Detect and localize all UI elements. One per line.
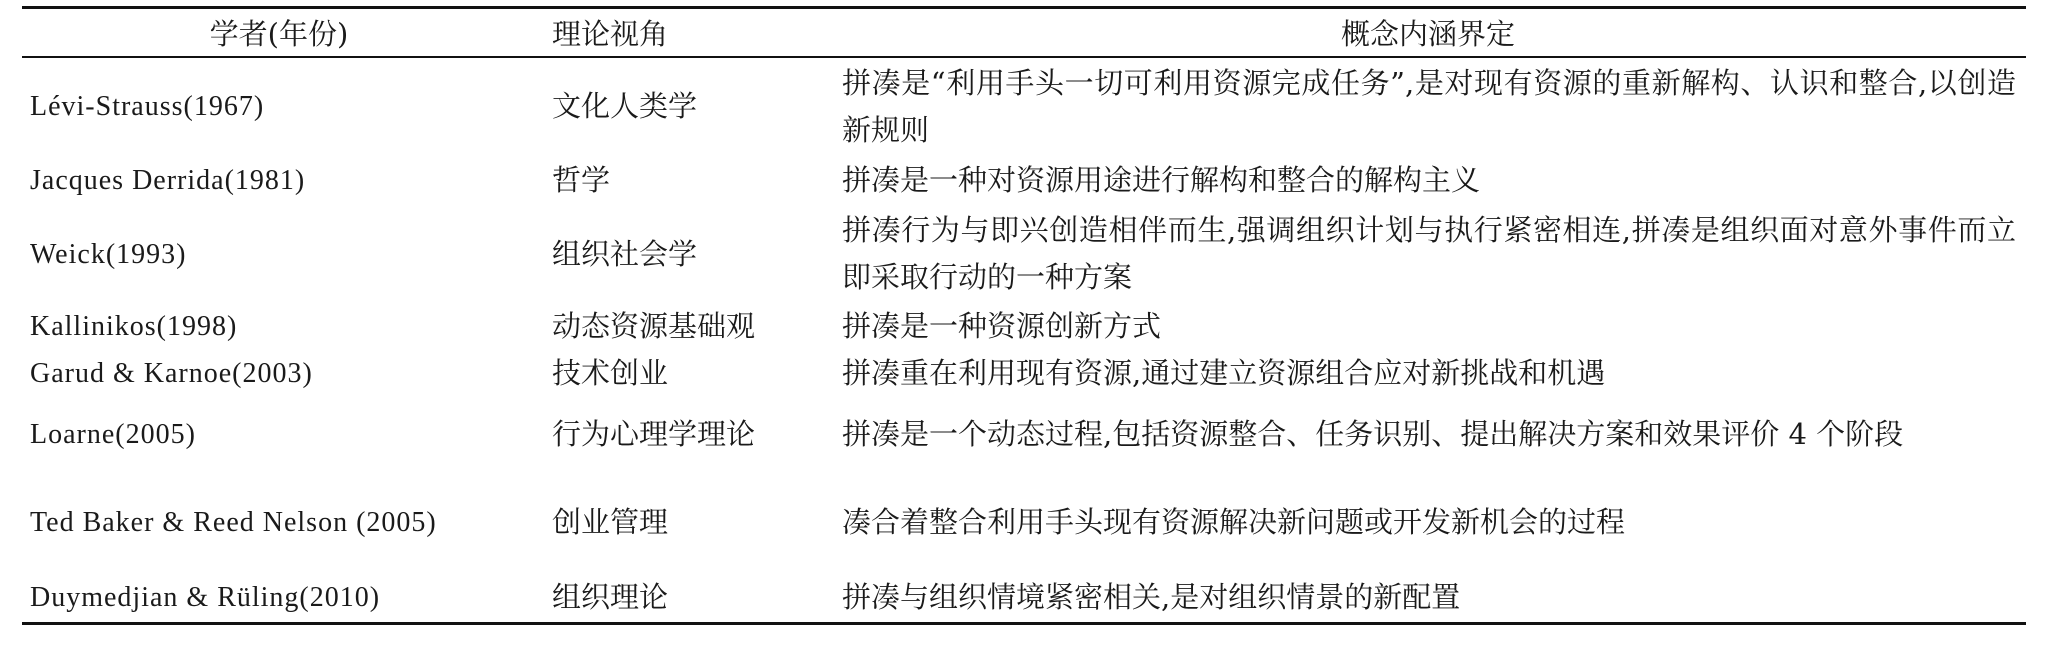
bricolage-definition-table (22, 6, 2026, 625)
table-row (22, 155, 2026, 205)
table-row (22, 205, 2026, 303)
scholar-cell: Garud & Karnoe(2003) (30, 358, 313, 389)
table-row (22, 573, 2026, 623)
definition-cell: 凑合着整合利用手头现有资源解决新问题或开发新机会的过程 (842, 504, 1626, 539)
header-definition: 概念内涵界定 (830, 8, 2026, 58)
perspective-cell: 行为心理学理论 (552, 416, 756, 451)
scholar-cell: Ted Baker & Reed Nelson (2005) (30, 506, 437, 538)
definition-cell: 拼凑是一种对资源用途进行解构和整合的解构主义 (842, 162, 1481, 197)
table-row (22, 397, 2026, 471)
definition-cell: 拼凑重在利用现有资源,通过建立资源组合应对新挑战和机遇 (842, 356, 1606, 390)
definition-cell: 拼凑与组织情境紧密相关,是对组织情景的新配置 (830, 573, 2026, 623)
definition-cell: 拼凑是一种资源创新方式 (842, 309, 1162, 343)
table-row (22, 303, 2026, 350)
perspective-cell: 文化人类学 (552, 89, 698, 123)
literature-table-container (22, 6, 2026, 625)
scholar-cell: Lévi-Strauss(1967) (30, 91, 265, 122)
perspective-cell: 创业管理 (552, 504, 669, 539)
perspective-cell: 技术创业 (552, 356, 669, 390)
scholar-cell: Weick(1993) (30, 238, 187, 270)
table-header-row (22, 8, 2026, 58)
definition-cell: 拼凑是一个动态过程,包括资源整合、任务识别、提出解决方案和效果评价 4 个阶段 (842, 416, 1904, 451)
perspective-cell: 哲学 (552, 162, 611, 197)
definition-cell: 拼凑行为与即兴创造相伴而生,强调组织计划与执行紧密相连,拼凑是组织面对意外事件而立即采取行动的一种方案 (842, 213, 2016, 294)
table-row (22, 57, 2026, 155)
perspective-cell: 动态资源基础观 (552, 309, 756, 343)
scholar-cell: Loarne(2005) (30, 418, 196, 450)
scholar-cell: Duymedjian & Rüling(2010) (22, 573, 536, 623)
table-row (22, 350, 2026, 397)
header-perspective: 理论视角 (536, 8, 830, 58)
header-scholar-year: 学者(年份) (22, 8, 536, 58)
perspective-cell: 组织社会学 (552, 236, 698, 271)
scholar-cell: Kallinikos(1998) (30, 311, 238, 342)
scholar-cell: Jacques Derrida(1981) (30, 164, 306, 196)
table-row (22, 471, 2026, 573)
definition-cell: 拼凑是“利用手头一切可利用资源完成任务”,是对现有资源的重新解构、认识和整合,以创造新规则 (842, 65, 2016, 147)
perspective-cell: 组织理论 (536, 573, 830, 623)
